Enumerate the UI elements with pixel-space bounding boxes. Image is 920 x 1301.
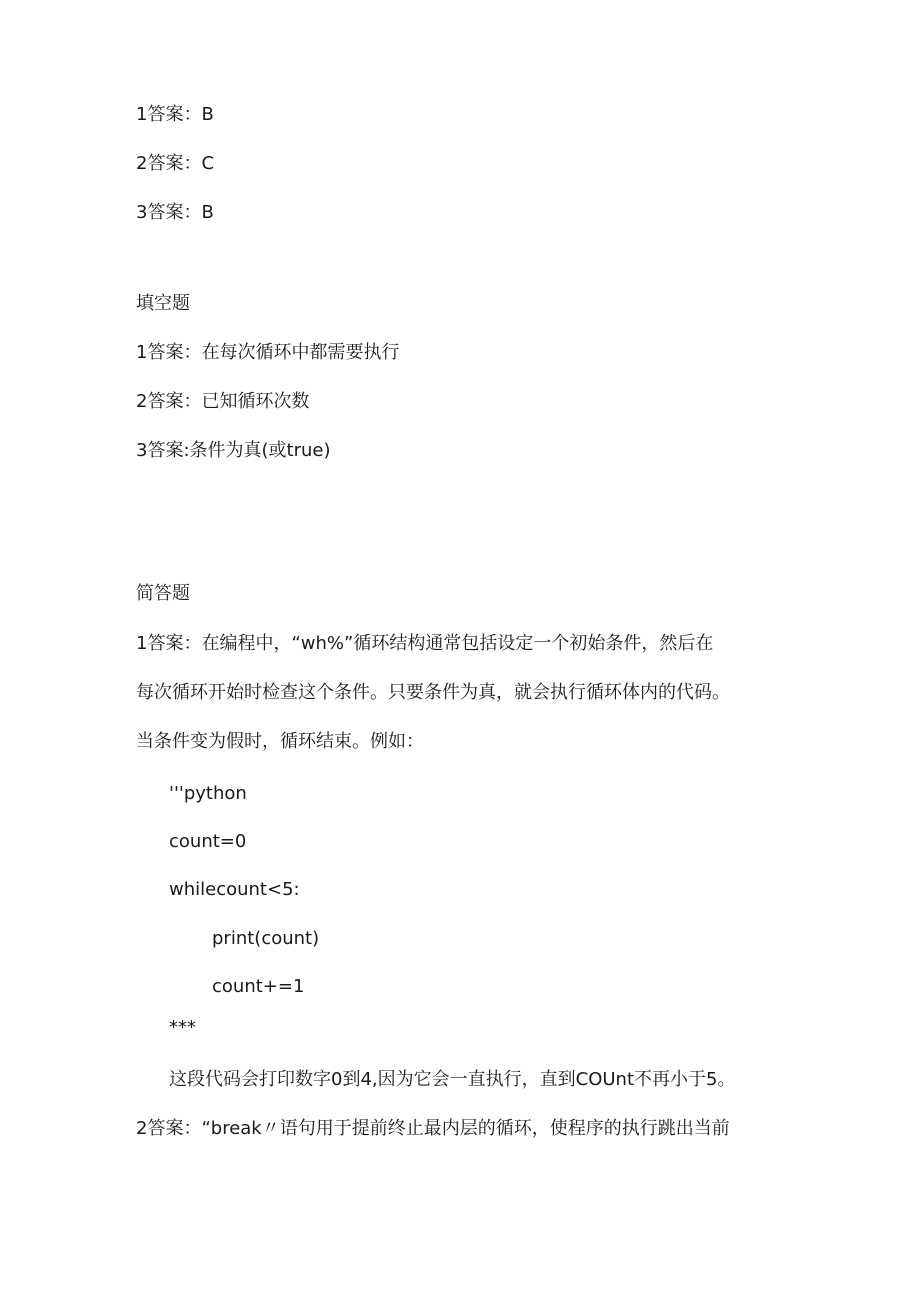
choice-answer-3: 3答案：B: [136, 202, 214, 223]
short-answer-2-line-1: 2答案：“break〃语句用于提前终止最内层的循环，使程序的执行跳出当前: [136, 1118, 730, 1139]
code-line-print: print(count): [212, 928, 320, 949]
code-block-close: ***: [169, 1017, 196, 1038]
code-explanation: 这段代码会打印数字0到4,因为它会一直执行，直到COUnt不再小于5。: [169, 1069, 736, 1090]
code-line-while: whilecount<5:: [169, 879, 300, 900]
fill-blank-answer-1: 1答案：在每次循环中都需要执行: [136, 342, 400, 363]
choice-answer-2: 2答案：C: [136, 153, 215, 174]
short-answer-1-line-1: 1答案：在编程中，“wh%”循环结构通常包括设定一个初始条件，然后在: [136, 633, 714, 654]
code-line-increment: count+=1: [212, 976, 305, 997]
short-answer-1-line-2: 每次循环开始时检查这个条件。只要条件为真，就会执行循环体内的代码。: [136, 682, 730, 703]
code-block-open: '''python: [169, 783, 247, 804]
fill-blank-answer-2: 2答案：已知循环次数: [136, 391, 310, 412]
choice-answer-1: 1答案：B: [136, 104, 214, 125]
short-answer-heading: 简答题: [136, 583, 190, 604]
short-answer-1-line-3: 当条件变为假时，循环结束。例如：: [136, 731, 424, 752]
fill-blank-heading: 填空题: [136, 293, 190, 314]
code-line-count-init: count=0: [169, 831, 247, 852]
fill-blank-answer-3: 3答案:条件为真(或true): [136, 440, 331, 461]
